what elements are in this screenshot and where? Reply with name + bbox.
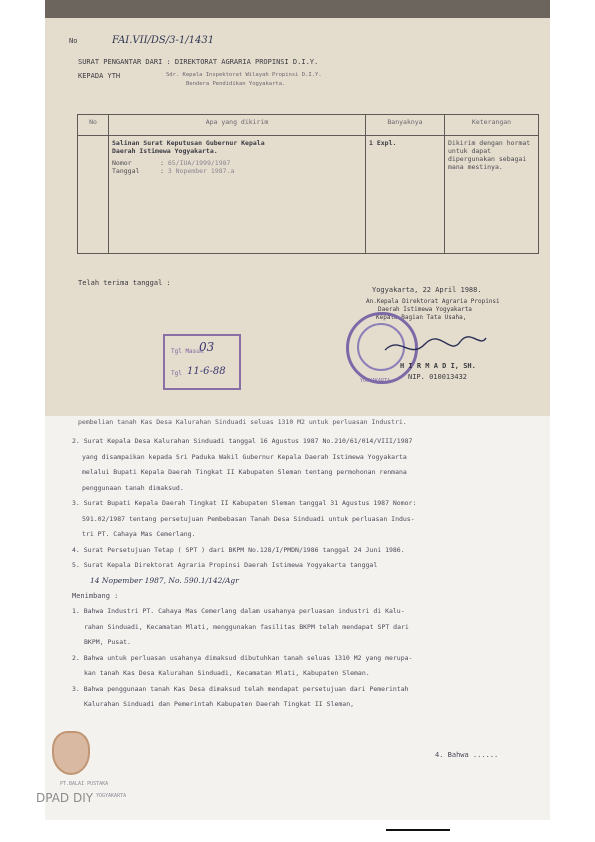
item-qty: 1 Expl. xyxy=(366,136,445,254)
letter-item-line: 4. Surat Persetujuan Tetap ( SPT ) dari BKPM No.128/I/PMDN/1986 tanggal 24 Juni 1986. xyxy=(72,545,405,554)
letter-item-line: 2. Surat Kepala Desa Kalurahan Sinduadi tanggal 16 Agustus 1987 No.210/61/014/VIII/1987 xyxy=(72,437,413,445)
crest-caption-2: YOGYAKARTA xyxy=(96,793,127,799)
letter-item-line: yang disampaikan kepada Sri Paduka Wakil Gubernur Kepala Daerah Istimewa Yogyakarta xyxy=(82,452,407,461)
signatory-name: H I R M A D I, SH. xyxy=(400,362,476,370)
seal-text: YOGYAKARTA xyxy=(360,378,391,384)
item-note: Dikirim dengan hormat untuk dapat dipergunakan sebagai mana mestinya. xyxy=(445,136,539,254)
signature-scribble xyxy=(380,330,490,364)
letter-item-line: penggunaan tanah dimaksud. xyxy=(82,483,184,492)
stamp-label-2: Tgl xyxy=(171,370,182,377)
scan-edge xyxy=(45,0,550,20)
place-date: Yogyakarta, 22 April 1988. xyxy=(372,286,482,294)
header-no: No xyxy=(78,115,109,136)
item-tanggal-label: Tanggal xyxy=(112,167,140,175)
letter-items xyxy=(72,434,416,574)
menimbang-points xyxy=(72,604,412,713)
row-no-cell xyxy=(78,136,109,254)
stamp-value-2: 11-6-88 xyxy=(187,366,226,377)
continuation-text: 4. Bahwa ...... xyxy=(435,751,499,759)
header-qty: Banyaknya xyxy=(366,115,445,136)
received-label: Telah terima tanggal : xyxy=(78,279,171,287)
slip-table xyxy=(77,114,539,254)
header-item: Apa yang dikirim xyxy=(109,115,366,136)
letter-item-line: melalui Bupati Kepala Daerah Tingkat II Kabupaten Sleman tentang permohonan renmana xyxy=(82,468,407,476)
row-item-cell: Salinan Surat Keputusan Gubernur Kepala Daerah Istimewa Yogyakarta. Nomor : 65/IUA/1999/1987 Tanggal : 3 Nopember 1987.a xyxy=(109,136,366,254)
menimbang-line: 3. Bahwa penggunaan tanah Kas Desa dimaksud telah mendapat persetujuan dari Pemerintah xyxy=(72,684,409,693)
letter-item-line: 591.02/1987 tentang persetujuan Pembebasan Tanah Desa Sinduadi untuk perluasan Indus- xyxy=(82,514,415,523)
menimbang-heading: Menimbang : xyxy=(72,592,119,600)
receipt-stamp xyxy=(163,334,241,390)
item-nomor-value: 65/IUA/1999/1987 xyxy=(167,159,231,167)
slip-to-value-2: Bendera Pendidikan Yogyakarta. xyxy=(186,81,286,87)
menimbang-line: kan tanah Kas Desa Kalurahan Sinduadi, Kecamatan Mlati, Kabupaten Sleman. xyxy=(84,669,370,677)
page-rule xyxy=(386,829,450,831)
signatory-line-3: Kepala Bagian Tata Usaha, xyxy=(376,314,467,321)
handwritten-reference: 14 Nopember 1987, No. 590.1/142/Agr xyxy=(90,576,239,585)
menimbang-line: rahan Sinduadi, Kecamatan Mlati, menggunakan fasilitas BKPM telah mendapat SPT dari xyxy=(84,622,409,631)
slip-number-label: No xyxy=(69,37,78,45)
item-tanggal-value: 3 Nopember 1987.a xyxy=(167,167,235,175)
letter-item-line: tri PT. Cahaya Mas Cemerlang. xyxy=(82,530,196,538)
stamp-value-1: 03 xyxy=(199,340,215,354)
signatory-line-2: Daerah Istimewa Yogyakarta xyxy=(378,306,472,313)
header-note: Keterangan xyxy=(445,115,539,136)
watermark-text: DPAD DIY xyxy=(36,791,94,805)
menimbang-line: 2. Bahwa untuk perluasan usahanya dimaksud dibutuhkan tanah seluas 1310 M2 yang merupa- xyxy=(72,653,413,662)
slip-to-label: KEPADA YTH xyxy=(78,72,121,80)
item-title-2: Daerah Istimewa Yogyakarta. xyxy=(112,147,218,155)
menimbang-line: BKPM, Pusat. xyxy=(84,638,131,646)
stamp-label-1: Tgl Masuk xyxy=(171,348,204,355)
slip-number-value: FAI.VII/DS/3-1/1431 xyxy=(112,35,215,46)
item-title: Salinan Surat Keputusan Gubernur Kepala xyxy=(112,139,265,147)
crest-caption-1: PT.BALAI PUSTAKA xyxy=(60,781,109,787)
menimbang-line: Kalurahan Sinduadi dan Pemerintah Kabupaten Daerah Tingkat II Sleman, xyxy=(84,700,355,708)
crest-emblem-icon xyxy=(52,731,90,775)
letter-item-line: 3. Surat Bupati Kepala Daerah Tingkat II Kabupaten Sleman tanggal 31 Agustus 1987 Nomor: xyxy=(72,499,417,507)
slip-title: SURAT PENGANTAR DARI : DIREKTORAT AGRARIA PROPINSI D.I.Y. xyxy=(78,58,319,66)
signatory-nip: NIP. 010013432 xyxy=(408,373,468,381)
menimbang-line: 1. Bahwa Industri PT. Cahaya Mas Cemerlang dalam usahanya perluasan industri di Kalu- xyxy=(72,607,405,615)
item-nomor-label: Nomor xyxy=(112,159,132,167)
signatory-line-1: An.Kepala Direktorat Agraria Propinsi xyxy=(366,298,500,305)
slip-to-value: Sdr. Kepala Inspektorat Wilayah Propinsi D.I.Y. xyxy=(166,72,322,78)
letter-item-line: 5. Surat Kepala Direktorat Agraria Propinsi Daerah Istimewa Yogyakarta tanggal xyxy=(72,561,378,569)
letter-line-0: pembelian tanah Kas Desa Kalurahan Sinduadi seluas 1310 M2 untuk perluasan Industri. xyxy=(78,418,407,426)
